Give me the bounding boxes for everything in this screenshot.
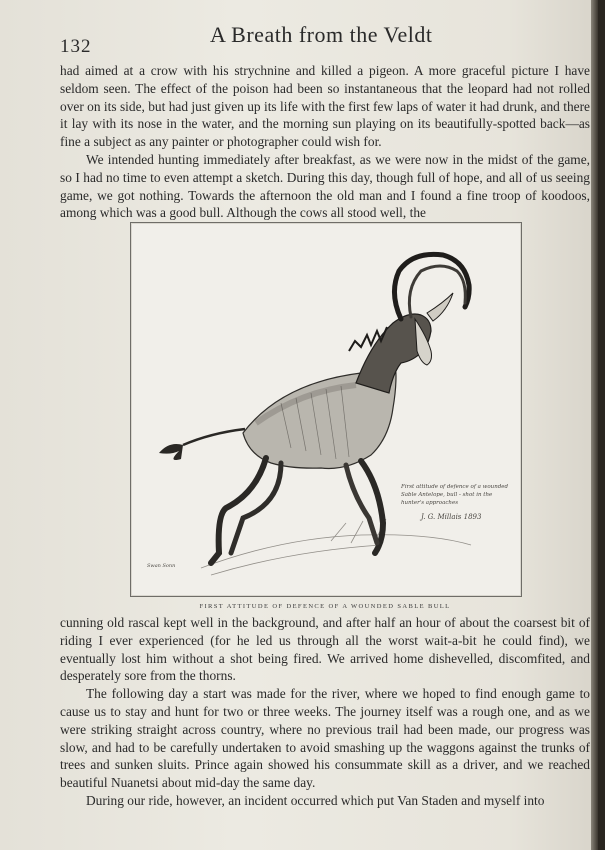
- handwritten-note-line: Sable Antelope, bull - shot in the: [401, 492, 493, 498]
- running-title: A Breath from the Veldt: [210, 22, 433, 47]
- paragraph: We intended hunting immediately after breakfast, as we were now in the midst of the game, so I had no time to even attempt a sketch. During this day, though full of hope, and all of us seeing game, we got nothing. Towards the afternoon the old man and I found a fine troop of koodoos, among which was a good bull. Although the cows all stood well, the: [60, 151, 590, 221]
- sable-antelope-illustration: [131, 223, 521, 596]
- paragraph: During our ride, however, an incident occurred which put Van Staden and myself into: [86, 792, 545, 808]
- paragraph: The following day a start was made for the river, where we hoped to find enough game to cause us to stay and hunt for two or three weeks. The journey itself was a rough one, and as we were striking straight across country, where no previous trail had been made, our progress was slow, and had to be carefully undertaken to avoid smashing up the waggons against the trunks of trees and sunken sluits. Prince again showed his consummate skill as a driver, and we reached beautiful Nuanetsi about mid-day the same day.: [60, 686, 590, 791]
- engraver-mark: Swan Sonn: [147, 563, 176, 569]
- artist-signature: J. G. Millais 1893: [421, 513, 482, 521]
- page-header: [60, 22, 540, 57]
- handwritten-note-line: hunter's approaches: [401, 500, 459, 506]
- paragraph-continued: had aimed at a crow with his strychnine and killed a pigeon. A more graceful picture I have seldom seen. The effect of the poison had been so instantaneous that the leopard had not rolled over on its side, but had just given up its life with the first few laps of water it had drunk, and there it lay with its nose in the water, and the morning sun playing on its beautifully-spotted back—as fine a subject as any painter or photographer could wish for.: [60, 63, 590, 150]
- paragraph-continued: cunning old rascal kept well in the background, and after half an hour of about the coarsest bit of riding I ever experienced (for he led us through all the worst wait-a-bit he could find), we eventually lost him without a shot being fired. We arrived home dishevelled, discomfited, and desperately sore from the thorns.: [60, 615, 590, 684]
- bottom-text-block: [60, 614, 590, 810]
- illustration-plate: [130, 222, 522, 597]
- top-text-block: [60, 62, 590, 222]
- page-edge-shadow: [591, 0, 598, 850]
- illustration-caption: FIRST ATTITUDE OF DEFENCE OF A WOUNDED SABLE BULL: [199, 603, 451, 610]
- handwritten-note: [401, 483, 511, 521]
- page-number: 132: [60, 36, 92, 57]
- handwritten-note-line: First attitude of defence of a wounded: [401, 484, 509, 490]
